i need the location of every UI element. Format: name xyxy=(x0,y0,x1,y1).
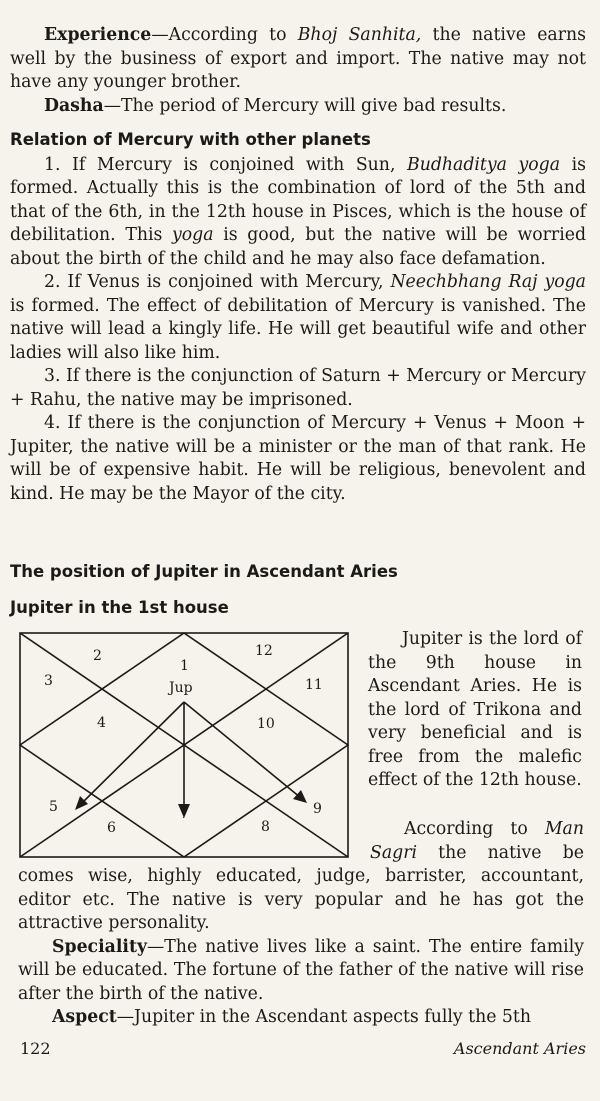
top-section xyxy=(10,24,586,118)
page-number: 122 xyxy=(20,1039,51,1058)
dasha-paragraph: Dasha—The period of Mercury will give bad results. xyxy=(44,95,507,116)
man-sagri-paragraph: According to Man Sagri the native be comes wise, highly educated, judge, barrister, accountant, editor etc. The native is very popular and he has got the attractive personality. xyxy=(18,819,584,933)
house-9-label: 9 xyxy=(313,801,322,817)
jupiter-subheading: Jupiter in the 1st house xyxy=(10,597,229,617)
house-7-label: 7 xyxy=(180,806,189,822)
aspect-label: Aspect xyxy=(52,1007,117,1027)
jupiter-lord-paragraph: Jupiter is the lord of the 9th house in Ascendant Aries. He is the lord of Trikona and very beneficial and is free from the malefic effect of the 12th house. xyxy=(368,629,582,790)
relation-section xyxy=(10,128,586,506)
jupiter-heading: The position of Jupiter in Ascendant Aries xyxy=(10,562,398,581)
arrowhead-right xyxy=(293,790,307,803)
experience-paragraph: Experience—According to Bhoj Sanhita, the native earns well by the business of export and import. The native may not have any younger brother. xyxy=(10,25,586,92)
speciality-label: Speciality xyxy=(52,936,147,957)
house-5-label: 5 xyxy=(49,799,58,815)
house-4-label: 4 xyxy=(97,715,106,731)
jupiter-section xyxy=(10,560,586,619)
dasha-label: Dasha xyxy=(44,95,104,116)
relation-item-3: 3. If there is the conjunction of Saturn + Mercury or Mercury + Rahu, the native may be imprisoned. xyxy=(10,366,586,410)
relation-item-1: 1. If Mercury is conjoined with Sun, Budhaditya yoga is formed. Actually this is the combination of lord of the 5th and that of the 6th, in the 12th house in Pisces, which is the house of debilitation. This yoga is good, but the native will be worried about the birth of the child and he may also face defamation. xyxy=(10,154,587,269)
house-12-label: 12 xyxy=(255,643,273,659)
experience-label: Experience xyxy=(44,25,152,45)
jupiter-label: Jup xyxy=(169,680,193,696)
house-11-label: 11 xyxy=(305,677,323,693)
relation-item-4: 4. If there is the conjunction of Mercury + Venus + Moon + Jupiter, the native will be a minister or the man of that rank. He will be of expensive habit. He will be religious, benevolent and kind. He may be the Mayor of the city. xyxy=(10,413,586,504)
house-3-label: 3 xyxy=(44,673,53,689)
chart-side-text xyxy=(368,628,582,793)
relation-heading: Relation of Mercury with other planets xyxy=(10,130,371,149)
speciality-paragraph: Speciality—The native lives like a saint. The entire family will be educated. The fortune of the father of the native will rise after the birth of the native. xyxy=(18,936,584,1004)
house-1-label: 1 xyxy=(180,658,189,674)
house-8-label: 8 xyxy=(261,819,270,835)
running-title: Ascendant Aries xyxy=(453,1039,586,1058)
house-2-label: 2 xyxy=(93,648,102,664)
house-6-label: 6 xyxy=(107,820,116,836)
jupiter-aspect-arrow-right xyxy=(184,702,301,798)
aspect-paragraph: Aspect—Jupiter in the Ascendant aspects fully the 5th xyxy=(52,1007,531,1027)
relation-item-2: 2. If Venus is conjoined with Mercury, Neechbhang Raj yoga is formed. The effect of debilitation of Mercury is vanished. The native will lead a kingly life. He will get beautiful wife and other ladies will also like him. xyxy=(10,272,586,363)
house-10-label: 10 xyxy=(257,716,275,732)
jupiter-body xyxy=(18,818,584,1030)
